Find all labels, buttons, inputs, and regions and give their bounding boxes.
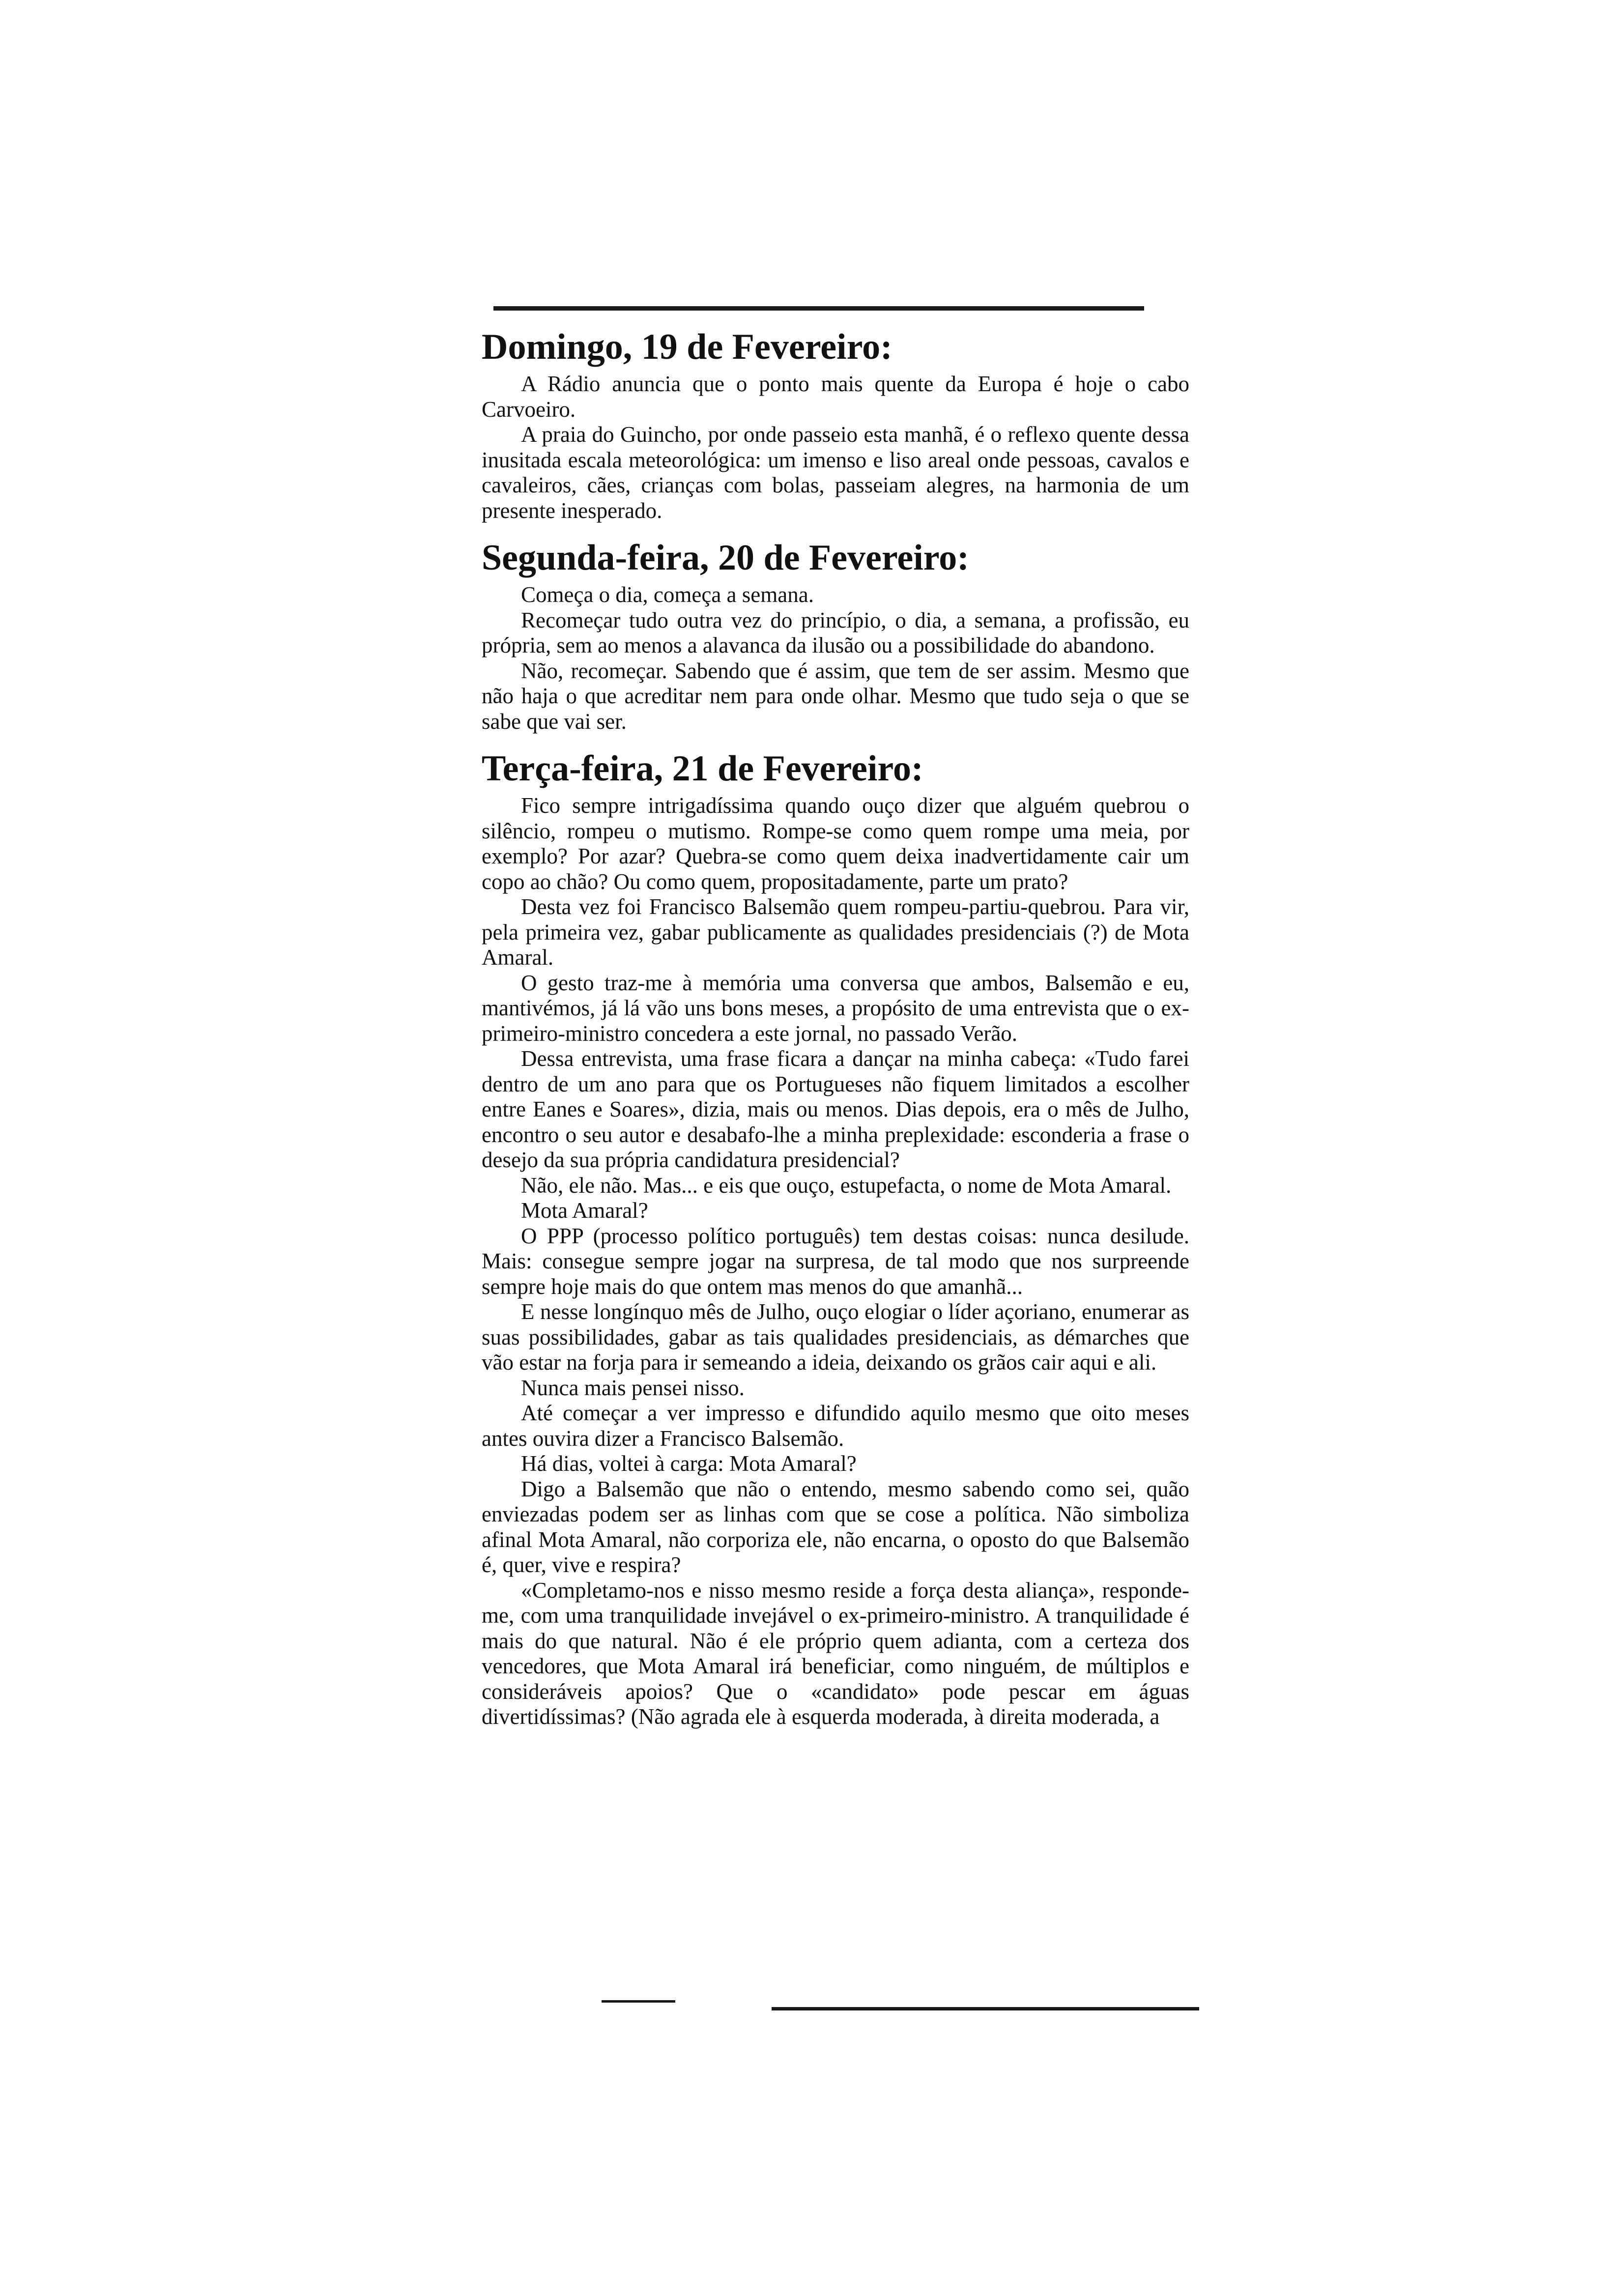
paragraph: E nesse longínquo mês de Julho, ouço elogiar o líder açoriano, enumerar as suas possibilidades, gabar as tais qualidades presidenciais, as démarches que vão estar na forja para ir semeando a ideia, deixando os grãos cair aqui e ali. <box>482 1299 1189 1375</box>
section-monday <box>482 535 1189 734</box>
paragraph: «Completamo-nos e nisso mesmo reside a força desta aliança», responde-me, com uma tranquilidade invejável o ex-primeiro-ministro. A tranquilidade é mais do que natural. Não é ele próprio quem adianta, com a certeza dos vencedores, que Mota Amaral irá beneficiar, como ninguém, de múltiplos e consideráveis apoios? Que o «candidato» pode pescar em águas divertidíssimas? (Não agrada ele à esquerda moderada, à direita moderada, a <box>482 1578 1189 1729</box>
paragraph: Há dias, voltei à carga: Mota Amaral? <box>521 1451 857 1476</box>
bottom-rule-short <box>602 2000 675 2003</box>
section-heading: Terça-feira, 21 de Fevereiro: <box>482 748 923 789</box>
section-sunday <box>482 324 1189 523</box>
top-rule <box>493 306 1144 311</box>
bottom-rule <box>772 2007 1199 2010</box>
paragraph: Recomeçar tudo outra vez do princípio, o dia, a semana, a profissão, eu própria, sem ao menos a alavanca da ilusão ou a possibilidade do abandono. <box>482 607 1189 658</box>
paragraph: Não, recomeçar. Sabendo que é assim, que tem de ser assim. Mesmo que não haja o que acreditar nem para onde olhar. Mesmo que tudo seja o que se sabe que vai ser. <box>482 658 1189 734</box>
paragraph: Nunca mais pensei nisso. <box>521 1375 745 1400</box>
paragraph: Fico sempre intrigadíssima quando ouço dizer que alguém quebrou o silêncio, rompeu o mutismo. Rompe-se como quem rompe uma meia, por exemplo? Por azar? Quebra-se como quem deixa inadvertidamente cair um copo ao chão? Ou como quem, propositadamente, parte um prato? <box>482 793 1189 894</box>
section-heading: Segunda-feira, 20 de Fevereiro: <box>482 538 969 578</box>
paragraph: Começa o dia, começa a semana. <box>521 582 814 607</box>
paragraph: Mota Amaral? <box>521 1198 648 1223</box>
paragraph: Até começar a ver impresso e difundido aquilo mesmo que oito meses antes ouvira dizer a Francisco Balsemão. <box>482 1401 1189 1451</box>
paragraph: Não, ele não. Mas... e eis que ouço, estupefacta, o nome de Mota Amaral. <box>521 1173 1172 1198</box>
paragraph: Dessa entrevista, uma frase ficara a dançar na minha cabeça: «Tudo farei dentro de um ano para que os Portugueses não fiquem limitados a escolher entre Eanes e Soares», dizia, mais ou menos. Dias depois, era o mês de Julho, encontro o seu autor e desabafo-lhe a minha preplexidade: esconderia a frase o desejo da sua própria candidatura presidencial? <box>482 1046 1189 1172</box>
paragraph: A Rádio anuncia que o ponto mais quente da Europa é hoje o cabo Carvoeiro. <box>482 372 1189 422</box>
paragraph: A praia do Guincho, por onde passeio esta manhã, é o reflexo quente dessa inusitada escala meteorológica: um imenso e liso areal onde pessoas, cavalos e cavaleiros, cães, crianças com bolas, passeiam alegres, na harmonia de um presente inesperado. <box>482 422 1189 523</box>
section-heading: Domingo, 19 de Fevereiro: <box>482 327 892 367</box>
paragraph: Digo a Balsemão que não o entendo, mesmo sabendo como sei, quão enviezadas podem ser as linhas com que se cose a política. Não simboliza afinal Mota Amaral, não corporiza ele, não encarna, o oposto do que Balsemão é, quer, vive e respira? <box>482 1476 1189 1577</box>
paragraph: Desta vez foi Francisco Balsemão quem rompeu-partiu-quebrou. Para vir, pela primeira vez, gabar publicamente as qualidades presidenciais (?) de Mota Amaral. <box>482 894 1189 970</box>
paragraph: O PPP (processo político português) tem destas coisas: nunca desilude. Mais: consegue sempre jogar na surpresa, de tal modo que nos surpreende sempre hoje mais do que ontem mas menos do que amanhã... <box>482 1223 1189 1299</box>
paragraph: O gesto traz-me à memória uma conversa que ambos, Balsemão e eu, mantivémos, já lá vão uns bons meses, a propósito de uma entrevista que o ex-primeiro-ministro concedera a este jornal, no passado Verão. <box>482 970 1189 1046</box>
section-tuesday <box>482 746 1189 1730</box>
article-column <box>482 315 1189 1742</box>
